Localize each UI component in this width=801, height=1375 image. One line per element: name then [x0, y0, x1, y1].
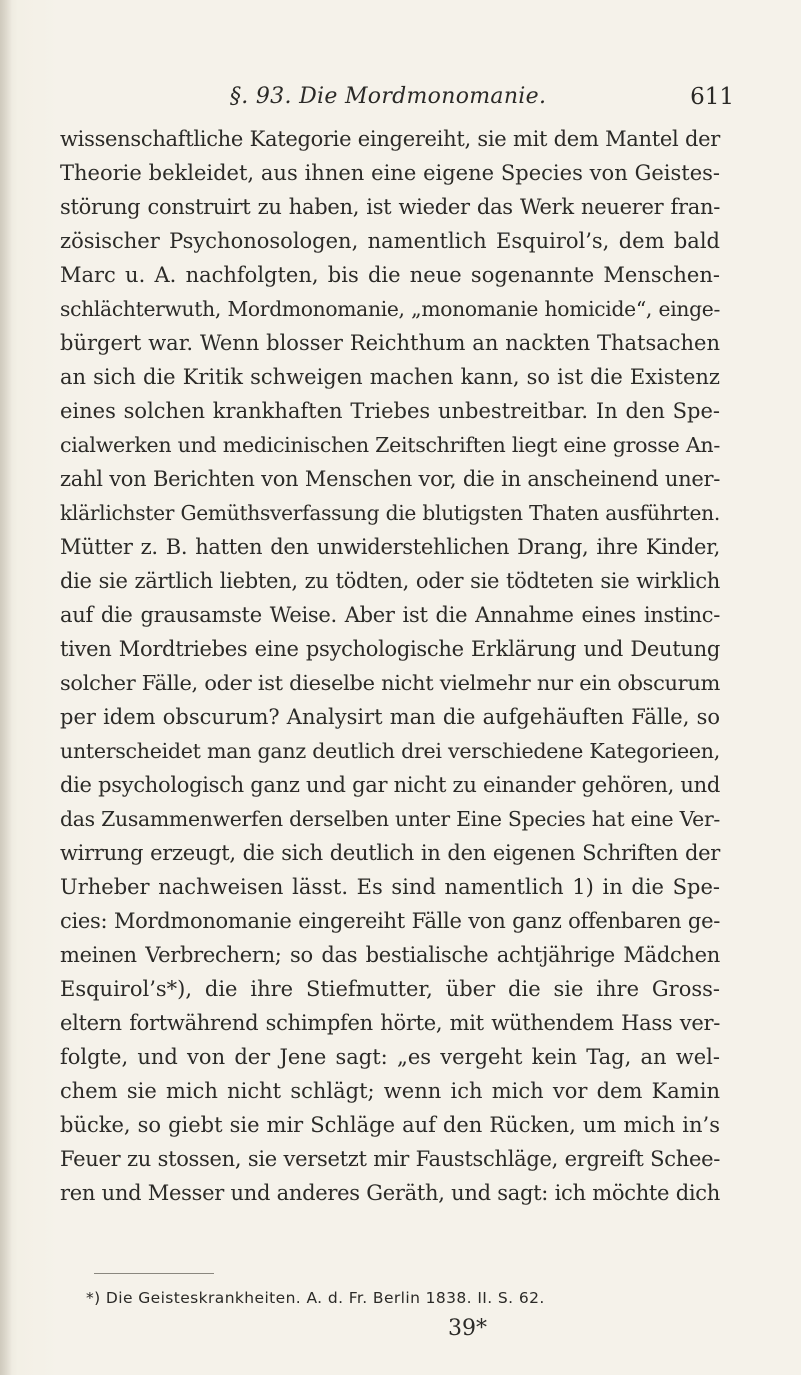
text-line: wissenschaftliche Kategorie eingereiht, sie mit dem Mantel der [60, 127, 720, 151]
running-header [60, 84, 760, 124]
signature-mark: 39* [448, 1316, 487, 1341]
footnote: *) Die Geisteskrankheiten. A. d. Fr. Berlin 1838. II. S. 62. [86, 1289, 545, 1307]
body-text [60, 122, 720, 1210]
text-line: Theorie bekleidet, aus ihnen eine eigene Species von Geistes- [60, 161, 720, 185]
page-number: 611 [690, 84, 734, 110]
text-line: Esquirol’s*), die ihre Stiefmutter, über die sie ihre Gross- [60, 977, 720, 1001]
header-title: §. 93. Die Mordmonomanie. [230, 84, 547, 109]
text-line: meinen Verbrechern; so das bestialische achtjährige Mädchen [60, 943, 720, 967]
text-line: Mütter z. B. hatten den unwiderstehlichen Drang, ihre Kinder, [60, 535, 720, 559]
text-line: chem sie mich nicht schlägt; wenn ich mich vor dem Kamin [60, 1079, 720, 1103]
footnote-separator [94, 1273, 214, 1274]
text-line: klärlichster Gemüthsverfassung die blutigsten Thaten ausführten. [60, 501, 720, 525]
text-line: eltern fortwährend schimpfen hörte, mit wüthendem Hass ver- [60, 1011, 720, 1035]
text-line: folgte, und von der Jene sagt: „es vergeht kein Tag, an wel- [60, 1045, 720, 1069]
text-line: tiven Mordtriebes eine psychologische Erklärung und Deutung [60, 637, 720, 661]
text-line: Urheber nachweisen lässt. Es sind namentlich 1) in die Spe- [60, 875, 720, 899]
text-line: wirrung erzeugt, die sich deutlich in den eigenen Schriften der [60, 841, 720, 865]
text-line: per idem obscurum? Analysirt man die aufgehäuften Fälle, so [60, 705, 720, 729]
gutter-shadow [0, 0, 12, 1375]
text-line: eines solchen krankhaften Triebes unbestreitbar. In den Spe- [60, 399, 720, 423]
text-line: bücke, so giebt sie mir Schläge auf den Rücken, um mich in’s [60, 1113, 720, 1137]
text-line: bürgert war. Wenn blosser Reichthum an nackten Thatsachen [60, 331, 720, 355]
text-line: cialwerken und medicinischen Zeitschriften liegt eine grosse An- [60, 433, 720, 457]
text-line: an sich die Kritik schweigen machen kann, so ist die Existenz [60, 365, 720, 389]
text-line: unterscheidet man ganz deutlich drei verschiedene Kategorieen, [60, 739, 720, 763]
text-line: die sie zärtlich liebten, zu tödten, oder sie tödteten sie wirklich [60, 569, 720, 593]
text-line: ren und Messer und anderes Geräth, und sagt: ich möchte dich [60, 1181, 720, 1205]
text-line: cies: Mordmonomanie eingereiht Fälle von ganz offenbaren ge- [60, 909, 720, 933]
text-line: Feuer zu stossen, sie versetzt mir Faustschläge, ergreift Schee- [60, 1147, 720, 1171]
text-line: auf die grausamste Weise. Aber ist die Annahme eines instinc- [60, 603, 720, 627]
text-line: das Zusammenwerfen derselben unter Eine Species hat eine Ver- [60, 807, 720, 831]
text-line: Marc u. A. nachfolgten, bis die neue sogenannte Menschen- [60, 263, 720, 287]
text-line: störung construirt zu haben, ist wieder das Werk neuerer fran- [60, 195, 720, 219]
text-line: die psychologisch ganz und gar nicht zu einander gehören, und [60, 773, 720, 797]
text-line: schlächterwuth, Mordmonomanie, „monomanie homicide“, einge- [60, 297, 720, 321]
text-line: zösischer Psychonosologen, namentlich Esquirol’s, dem bald [60, 229, 720, 253]
text-line: solcher Fälle, oder ist dieselbe nicht vielmehr nur ein obscurum [60, 671, 720, 695]
text-line: zahl von Berichten von Menschen vor, die in anscheinend uner- [60, 467, 720, 491]
